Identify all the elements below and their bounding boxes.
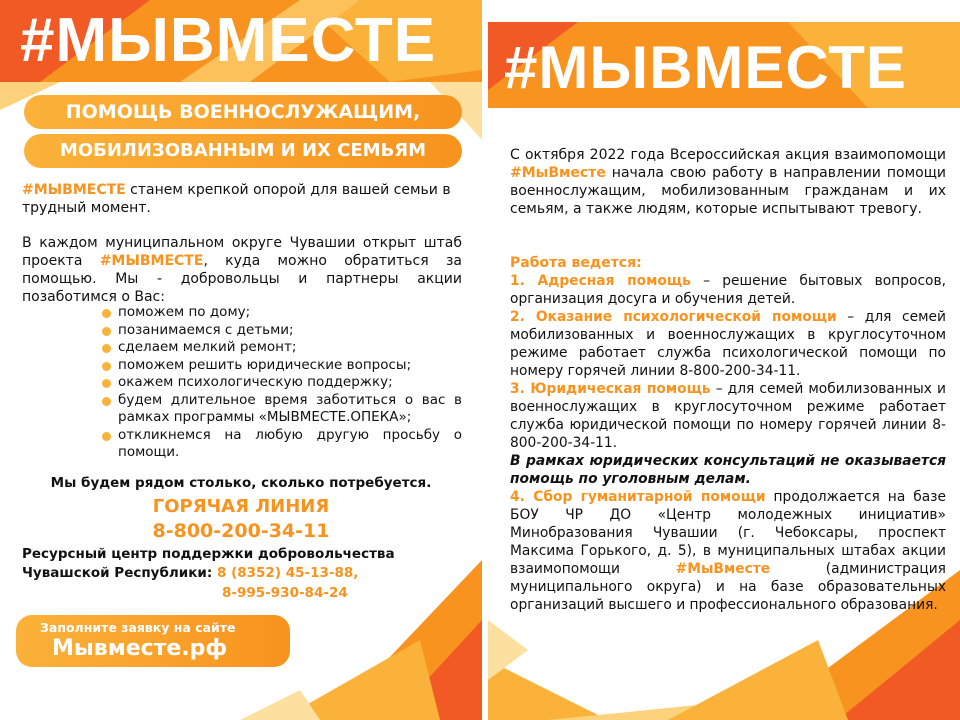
- work-item-3-text: – для семей мобилизованных и военнослужащих в круглосуточном режиме работает служба юридической помощи по номеру горячей линии 8-800-200-34-11.: [510, 381, 946, 451]
- site-caption: Заполните заявку на сайте: [40, 620, 236, 635]
- work-item-3-note: В рамках юридических консультаций не оказывается помощь по уголовным делам.: [510, 453, 946, 487]
- left-title-pill-2: МОБИЛИЗОВАННЫМ И ИХ СЕМЬЯМ: [24, 134, 462, 168]
- list-item: поможем по дому;: [102, 304, 462, 322]
- list-item: будем длительное время заботиться о вас в рамках программы «МЫВМЕСТЕ.ОПЕКА»;: [102, 392, 462, 427]
- work-item-3-title: 3. Юридическая помощь: [510, 381, 711, 397]
- work-item-4-tag: #МыВместе: [675, 561, 771, 577]
- help-list: [102, 304, 462, 462]
- left-header-title: #МЫВМЕСТЕ: [20, 6, 437, 75]
- right-intro-tag: #МыВместе: [510, 165, 606, 181]
- resource-phone-2: 8-995-930-84-24: [222, 585, 348, 601]
- work-item-4-text-b: (администрация муниципального округа) и на базе образовательных организаций высшего и профессионального образования.: [510, 561, 946, 613]
- left-paragraph-tag: #МЫВМЕСТЕ: [99, 253, 204, 269]
- work-item-3: [510, 380, 946, 452]
- work-heading: Работа ведется:: [510, 255, 642, 271]
- work-item-4-text-a: продолжается на базе БОУ ЧР ДО «Центр молодежных инициатив» Минобразования Чувашии (г. Чебоксары, проспект Максима Горького, д. 5), в муниципальных штабах акции взаимопомощи: [510, 489, 947, 577]
- slogan: Мы будем рядом столько, сколько потребуется.: [50, 475, 432, 491]
- hotline-label: ГОРЯЧАЯ ЛИНИЯ: [152, 496, 330, 517]
- right-items: [510, 272, 946, 614]
- right-intro-a: С октября 2022 года Всероссийская акция взаимопомощи: [510, 147, 946, 163]
- right-flyer: [488, 0, 960, 720]
- left-paragraph-b: , куда можно обратиться за помощью. Мы - добровольцы и партнеры акции позаботимся о Вас:: [22, 253, 462, 305]
- hotline-number: 8-800-200-34-11: [152, 520, 330, 542]
- left-intro-text: станем крепкой опорой для вашей семьи в трудный момент.: [22, 182, 451, 216]
- right-intro: [510, 146, 946, 218]
- list-item: сделаем мелкий ремонт;: [102, 339, 462, 357]
- site-name[interactable]: Мывместе.рф: [52, 636, 228, 661]
- work-item-2-text: – для семей мобилизованных и военнослужащих в круглосуточном режиме работает служба психологической помощи по номеру горячей линии 8-800-200-34-11.: [510, 309, 946, 379]
- work-item-1-text: – решение бытовых вопросов, организация досуга и обучения детей.: [510, 273, 946, 307]
- right-header-title: #МЫВМЕСТЕ: [504, 34, 907, 101]
- left-intro: [22, 181, 462, 217]
- list-item: окажем психологическую поддержку;: [102, 374, 462, 392]
- left-paragraph: [22, 234, 462, 306]
- resource-line-2-text: Чувашской Республики:: [22, 565, 217, 581]
- work-item-1: [510, 272, 946, 308]
- work-item-4-title: 4. Сбор гуманитарной помощи: [510, 489, 766, 505]
- right-intro-b: начала свою работу в направлении помощи военнослужащим, мобилизованным гражданам и их семьям, а также людям, которые испытывают тревогу.: [510, 165, 946, 217]
- site-banner[interactable]: [16, 615, 290, 667]
- resource-line-1: Ресурсный центр поддержки добровольчества: [22, 546, 395, 562]
- resource-line-2: [22, 564, 462, 582]
- list-item: откликнемся на любую другую просьбу о помощи.: [102, 427, 462, 462]
- left-intro-tag: #МЫВМЕСТЕ: [22, 182, 126, 198]
- list-item: поможем решить юридические вопросы;: [102, 357, 462, 375]
- work-item-4: [510, 488, 946, 614]
- work-item-2: [510, 308, 946, 380]
- resource-phone-1: 8 (8352) 45-13-88,: [216, 565, 359, 581]
- work-item-2-title: 2. Оказание психологической помощи: [510, 309, 837, 325]
- work-item-1-title: 1. Адресная помощь: [510, 273, 691, 289]
- left-paragraph-a: В каждом муниципальном округе Чувашии открыт штаб проекта: [22, 235, 462, 269]
- left-title-pill-1: ПОМОЩЬ ВОЕННОСЛУЖАЩИМ,: [24, 95, 462, 129]
- list-item: позанимаемся с детьми;: [102, 322, 462, 340]
